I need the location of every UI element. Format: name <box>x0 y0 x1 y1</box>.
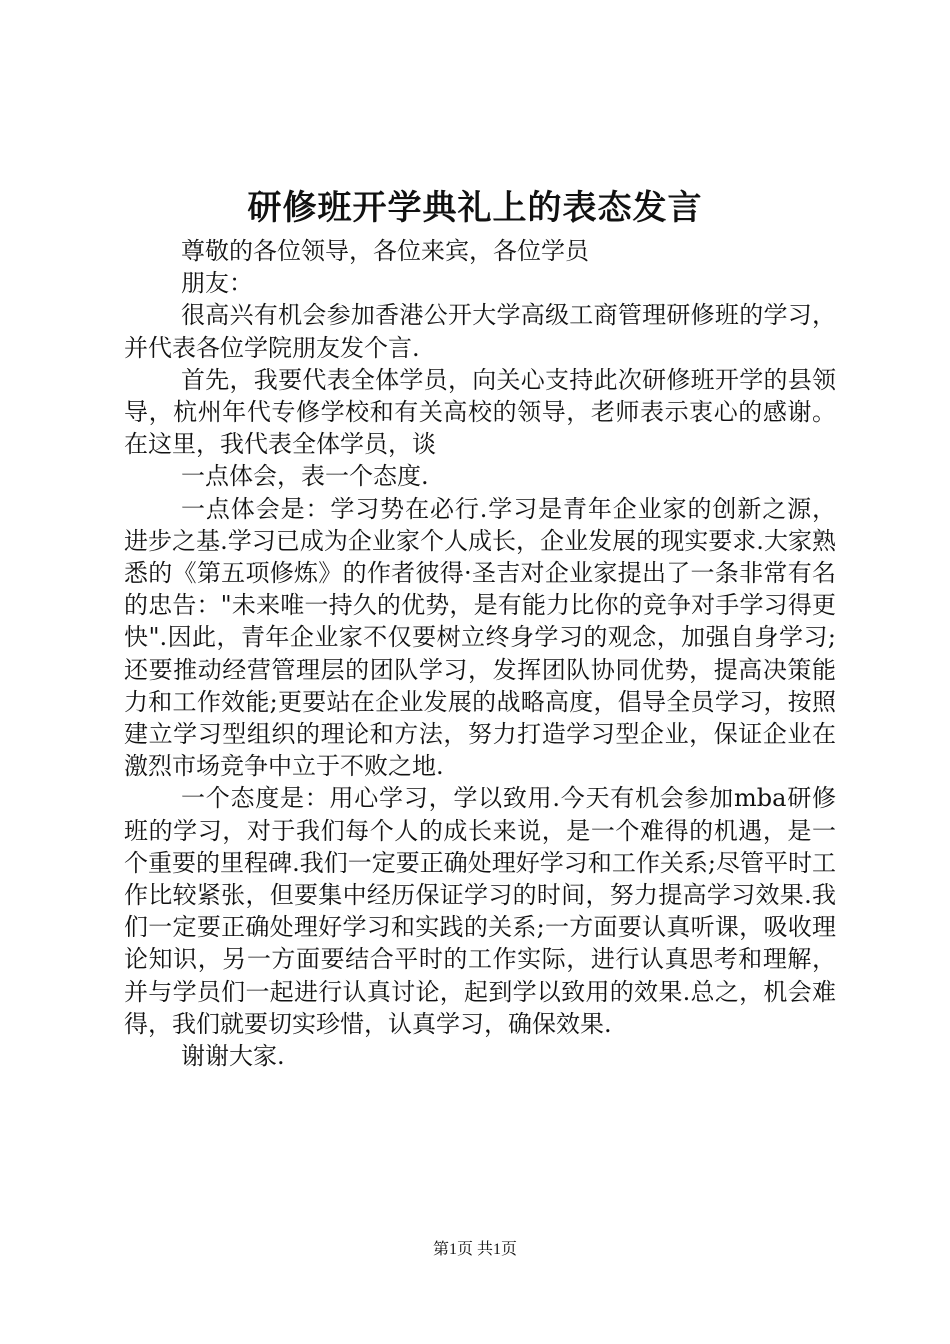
document-body <box>124 235 836 1072</box>
paragraph-attitude: 一个态度是：用心学习，学以致用.今天有机会参加mba研修班的学习，对于我们每个人的成长来说，是一个难得的机遇，是一个重要的里程碑.我们一定要正确处理好学习和工作关系;尽管平时工作比较紧张，但要集中经历保证学习的时间，努力提高学习效果.我们一定要正确处理好学习和实践的关系;一方面要认真听课，吸收理论知识，另一方面要结合平时的工作实际，进行认真思考和理解，并与学员们一起进行认真讨论，起到学以致用的效果.总之，机会难得，我们就要切实珍惜，认真学习，确保效果. <box>124 784 836 1038</box>
paragraph-salutation-end: 朋友： <box>181 269 253 298</box>
paragraph-salutation: 尊敬的各位领导，各位来宾，各位学员 <box>181 237 589 265</box>
paragraph-intro: 很高兴有机会参加香港公开大学高级工商管理研修班的学习，并代表各位学院朋友发个言. <box>124 301 836 362</box>
paragraph-thanks: 首先，我要代表全体学员，向关心支持此次研修班开学的县领导，杭州年代专修学校和有关高校的领导，老师表示衷心的感谢。在这里，我代表全体学员，谈 <box>124 365 836 459</box>
paragraph-insight: 一点体会是：学习势在必行.学习是青年企业家的创新之源，进步之基.学习已成为企业家个人成长，企业发展的现实要求.大家熟悉的《第五项修炼》的作者彼得·圣吉对企业家提出了一条非常有名的忠告："未来唯一持久的优势，是有能力比你的竞争对手学习得更快".因此，青年企业家不仅要树立终身学习的观念，加强自身学习;还要推动经营管理层的团队学习，发挥团队协同优势，提高决策能力和工作效能;更要站在企业发展的战略高度，倡导全员学习，按照建立学习型组织的理论和方法，努力打造学习型企业，保证企业在激烈市场竞争中立于不败之地. <box>124 494 836 781</box>
document-title: 研修班开学典礼上的表态发言 <box>247 188 703 228</box>
paragraph-closing: 谢谢大家. <box>181 1042 285 1071</box>
page-number-footer: 第1页 共1页 <box>432 1241 517 1258</box>
paragraph-topic: 一点体会，表一个态度. <box>181 462 429 491</box>
